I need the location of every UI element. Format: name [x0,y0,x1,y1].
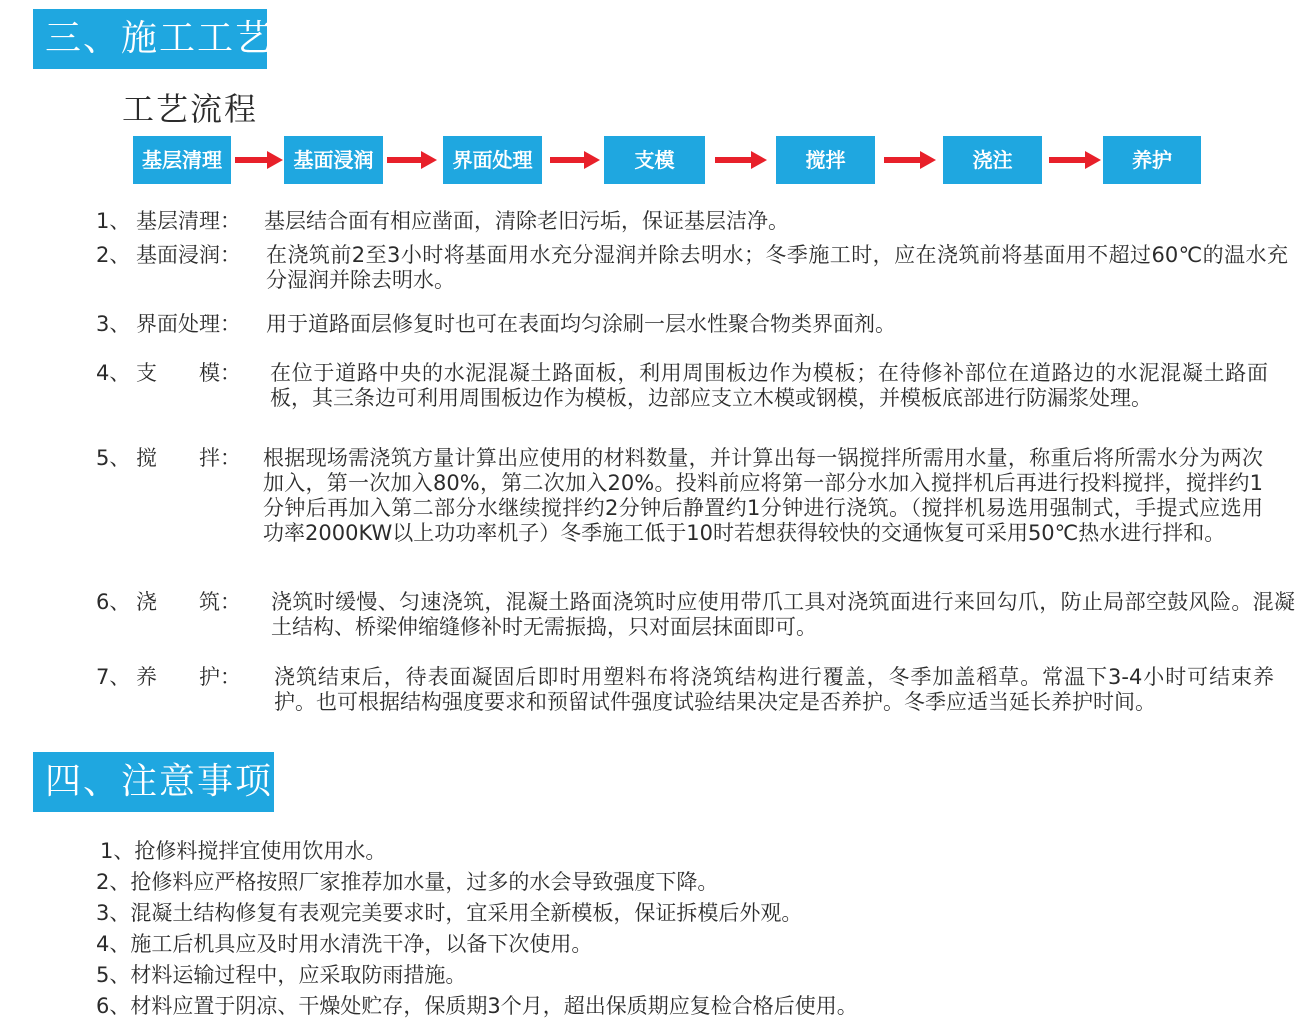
step-label: 基面浸润： [136,243,241,267]
flow-arrow-icon [235,150,283,170]
step-number: 6、 [96,590,131,614]
flow-step-interface-treatment: 界面处理 [443,136,542,184]
step-label: 界面处理： [136,312,241,336]
flow-title: 工艺流程 [122,90,259,128]
note-item: 2、抢修料应严格按照厂家推荐加水量，过多的水会导致强度下降。 [96,870,719,894]
step-text: 在浇筑前2至3小时将基面用水充分湿润并除去明水；冬季施工时，应在浇筑前将基面用不超过60℃的温水充分湿润并除去明水。 [266,243,1288,292]
flow-step-formwork: 支模 [604,136,705,184]
step-text: 基层结合面有相应凿面，清除老旧污垢，保证基层洁净。 [264,209,789,233]
flow-arrow-icon [715,150,767,170]
flow-step-mixing: 搅拌 [776,136,875,184]
step-text: 根据现场需浇筑方量计算出应使用的材料数量，并计算出每一锅搅拌所需用水量，称重后将所需水分为两次加入，第一次加入80%，第二次加入20%。投料前应将第一部分水加入搅拌机后再进行投料搅拌，搅拌约1分钟后再加入第二部分水继续搅拌约2分钟后静置约1分钟进行浇筑。（搅拌机易选用强制式，手提式应选用功率2000KW以上功功率机子）冬季施工低于10时若想获得较快的交通恢复可采用50℃热水进行拌和。 [263,446,1263,545]
step-label: 支 模： [136,361,241,385]
section-3-title: 三、施工工艺 [33,9,267,69]
step-text: 用于道路面层修复时也可在表面均匀涂刷一层水性聚合物类界面剂。 [266,312,896,336]
flow-arrow-icon [884,150,936,170]
step-number: 1、 [96,209,131,233]
step-label: 搅 拌： [136,446,241,470]
step-number: 7、 [96,665,131,689]
flow-step-base-wetting: 基面浸润 [284,136,383,184]
step-text: 浇筑结束后，待表面凝固后即时用塑料布将浇筑结构进行覆盖，冬季加盖稻草。常温下3-4小时可结束养护。也可根据结构强度要求和预留试件强度试验结果决定是否养护。冬季应适当延长养护时间。 [274,665,1274,714]
flow-arrow-icon [550,150,600,170]
note-item: 3、混凝土结构修复有表观完美要求时，宜采用全新模板，保证拆模后外观。 [96,901,803,925]
step-number: 3、 [96,312,131,336]
flow-step-pouring: 浇注 [943,136,1042,184]
flow-step-base-cleaning: 基层清理 [133,136,231,184]
step-label: 浇 筑： [136,590,241,614]
step-label: 养 护： [136,665,241,689]
note-item: 5、材料运输过程中，应采取防雨措施。 [96,963,467,987]
flow-step-curing: 养护 [1103,136,1201,184]
step-text: 在位于道路中央的水泥混凝土路面板，利用周围板边作为模板；在待修补部位在道路边的水泥混凝土路面板，其三条边可利用周围板边作为模板，边部应支立木模或钢模，并模板底部进行防漏浆处理。 [270,361,1268,410]
note-item: 6、材料应置于阴凉、干燥处贮存，保质期3个月，超出保质期应复检合格后使用。 [96,994,858,1018]
note-item: 1、抢修料搅拌宜使用饮用水。 [100,839,387,863]
section-4-title: 四、注意事项 [33,752,274,812]
flow-arrow-icon [387,150,437,170]
step-label: 基层清理： [136,209,241,233]
step-number: 2、 [96,243,131,267]
note-item: 4、施工后机具应及时用水清洗干净，以备下次使用。 [96,932,593,956]
step-text: 浇筑时缓慢、匀速浇筑，混凝土路面浇筑时应使用带爪工具对浇筑面进行来回勾爪，防止局部空鼓风险。混凝土结构、桥梁伸缩缝修补时无需振捣，只对面层抹面即可。 [271,590,1295,639]
flow-arrow-icon [1049,150,1101,170]
step-number: 4、 [96,361,131,385]
step-number: 5、 [96,446,131,470]
